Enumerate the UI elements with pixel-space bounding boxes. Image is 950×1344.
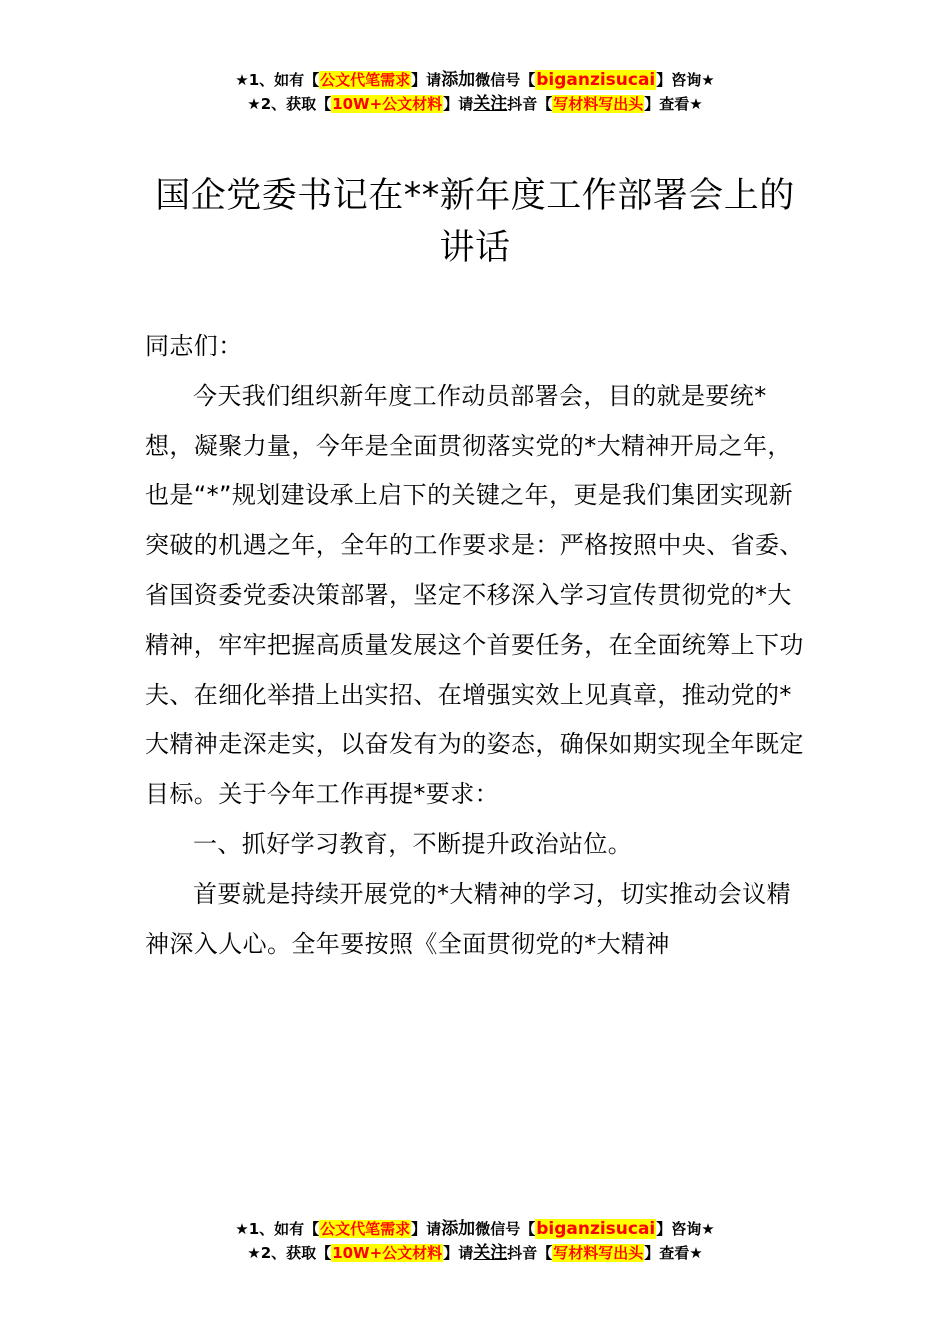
banner-text: 】请: [443, 1244, 474, 1262]
banner-emphasis: 添加: [441, 1219, 476, 1239]
banner-highlight-douyin: 写材料写出头: [553, 95, 644, 113]
banner-highlight-materials: 10W+公文材料: [332, 95, 443, 113]
paragraph-intro: 今天我们组织新年度工作动员部署会，目的就是要统*想，凝聚力量，今年是全面贯彻落实党的*大精神开局之年，也是“*”规划建设承上启下的关键之年，更是我们集团实现新突破的机遇之年，全年的工作要求是：严格按照中央、省委、省国资委党委决策部署，坚定不移深入学习宣传贯彻党的*大精神，牢牢把握高质量发展这个首要任务，在全面统筹上下功夫、在细化举措上出实招、在增强实效上见真章，推动党的*大精神走深走实，以奋发有为的姿态，确保如期实现全年既定目标。关于今年工作再提*要求：: [145, 381, 804, 809]
banner-highlight-materials: 10W+公文材料: [332, 1244, 443, 1262]
bottom-banner: [0, 1217, 950, 1265]
banner-suffix: 】查看★: [644, 95, 703, 113]
banner-highlight-wechat: biganzisucai: [536, 70, 656, 90]
section-heading-1: 一、抓好学习教育，不断提升政治站位。: [193, 829, 633, 858]
banner-suffix: 】咨询★: [656, 1220, 715, 1238]
banner-prefix: ★2、获取【: [247, 95, 332, 113]
banner-suffix: 】咨询★: [656, 71, 715, 89]
salutation: 同志们：: [145, 332, 243, 360]
banner-emphasis: 关注: [473, 94, 508, 114]
banner-prefix: ★1、如有【: [235, 71, 320, 89]
banner-text: 微信号【: [475, 1220, 536, 1238]
banner-line-1: [0, 1217, 950, 1241]
document-body: [145, 322, 810, 969]
banner-text: 抖音【: [507, 1244, 553, 1262]
banner-text: 微信号【: [475, 71, 536, 89]
banner-text: 】请: [411, 71, 442, 89]
title-line-1: 国企党委书记在**新年度工作部署会上的: [155, 176, 795, 216]
banner-highlight-douyin: 写材料写出头: [553, 1244, 644, 1262]
title-line-2: 讲话: [439, 228, 511, 268]
banner-line-1: [0, 68, 950, 92]
banner-text: 抖音【: [507, 95, 553, 113]
banner-line-2: [0, 92, 950, 116]
banner-highlight-service: 公文代笔需求: [320, 1220, 411, 1238]
banner-emphasis: 添加: [441, 70, 476, 90]
banner-text: 】请: [443, 95, 474, 113]
banner-highlight-wechat: biganzisucai: [536, 1219, 656, 1239]
banner-prefix: ★2、获取【: [247, 1244, 332, 1262]
banner-line-2: [0, 1241, 950, 1265]
banner-highlight-service: 公文代笔需求: [320, 71, 411, 89]
banner-prefix: ★1、如有【: [235, 1220, 320, 1238]
document-title: [120, 170, 830, 274]
banner-suffix: 】查看★: [644, 1244, 703, 1262]
banner-text: 】请: [411, 1220, 442, 1238]
paragraph-study: 首要就是持续开展党的*大精神的学习，切实推动会议精神深入人心。全年要按照《全面贯彻党的*大精神: [145, 879, 791, 958]
top-banner: [0, 68, 950, 116]
banner-emphasis: 关注: [473, 1243, 508, 1263]
